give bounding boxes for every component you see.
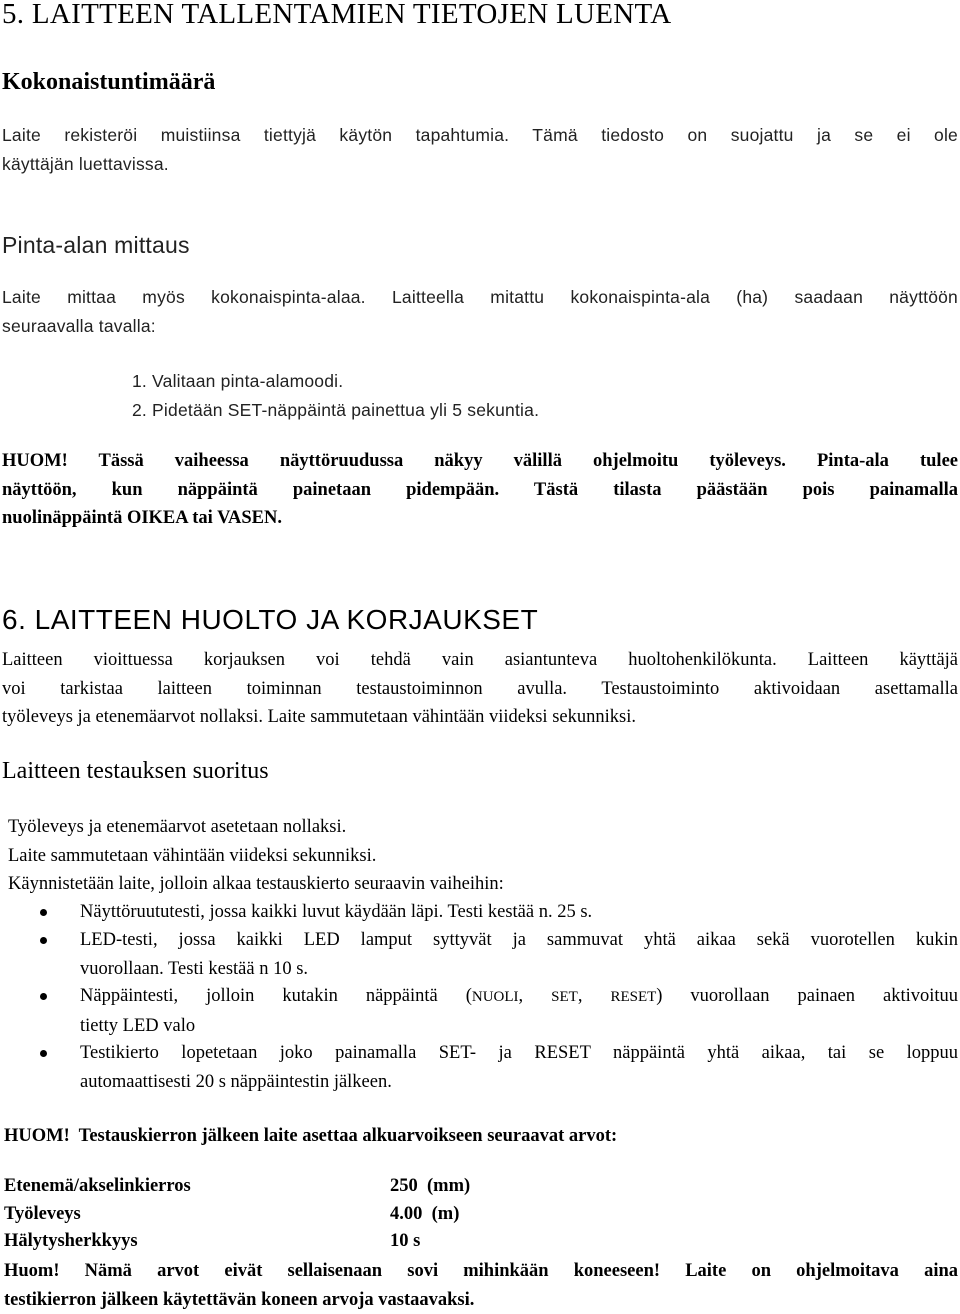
default-label: Työleveys	[4, 1204, 81, 1225]
key-name: SET	[551, 989, 578, 1005]
text-segment: ,	[519, 986, 552, 1006]
text-line: vuorollaan. Testi kestää n 10 s.	[80, 955, 958, 984]
text-line: Laite sammutetaan vähintään viideksi sekunniksi.	[8, 842, 958, 871]
test-heading: Laitteen testauksen suoritus	[2, 759, 960, 783]
total-hours-text	[2, 121, 958, 178]
text-line: automaattisesti 20 s näppäintestin jälkeen.	[80, 1068, 958, 1097]
maintenance-intro	[2, 646, 958, 732]
text-line: seuraavalla tavalla:	[2, 312, 958, 341]
list-item-text	[80, 926, 958, 983]
test-steps	[8, 813, 958, 899]
list-item-text	[80, 898, 958, 927]
text-line	[80, 982, 958, 1012]
default-value: 250 (mm)	[390, 1176, 470, 1197]
text-segment: ) vuorollaan painaen aktivoituu	[656, 986, 958, 1006]
text-line: testikierron jälkeen käytettävän koneen arvoja vastaavaksi.	[4, 1286, 958, 1314]
default-label: Hälytysherkkyys	[4, 1231, 138, 1252]
text-line: LED-testi, jossa kaikki LED lamput syttyvät ja sammuvat yhtä aikaa sekä vuorotellen kukin	[80, 926, 958, 955]
text-line: työleveys ja etenemäarvot nollaksi. Laite sammutetaan vähintään viideksi sekunniksi.	[2, 703, 958, 732]
text-line: Laite mittaa myös kokonaispinta-alaa. Laitteella mitattu kokonaispinta-ala (ha) saadaan näyttöön	[2, 283, 958, 312]
text-line: HUOM! Tässä vaiheessa näyttöruudussa näkyy välillä ohjelmoitu työleveys. Pinta-ala tulee	[2, 447, 958, 476]
area-note	[2, 447, 958, 533]
final-note	[4, 1257, 958, 1314]
text-segment: ,	[578, 986, 611, 1006]
text-line: Näyttöruututesti, jossa kaikki luvut käydään läpi. Testi kestää n. 25 s.	[80, 898, 958, 927]
text-line: Laite rekisteröi muistiinsa tiettyjä käytön tapahtumia. Tämä tiedosto on suojattu ja se ei ole	[2, 121, 958, 150]
text-line: nuolinäppäintä OIKEA tai VASEN.	[2, 504, 958, 533]
text-line: näyttöön, kun näppäintä painetaan pidempään. Tästä tilasta päästään pois painamalla	[2, 476, 958, 505]
total-hours-heading: Kokonaistuntimäärä	[2, 70, 960, 94]
area-heading: Pinta-alan mittaus	[2, 234, 960, 257]
defaults-heading: HUOM! Testauskierron jälkeen laite asettaa alkuarvoikseen seuraavat arvot:	[4, 1122, 960, 1151]
bullet-icon	[40, 1050, 47, 1057]
text-line: käyttäjän luettavissa.	[2, 150, 958, 179]
key-name: RESET	[610, 989, 656, 1005]
default-value: 4.00 (m)	[390, 1204, 459, 1225]
text-line: Käynnistetään laite, jolloin alkaa testauskierto seuraavin vaiheihin:	[8, 870, 958, 899]
area-text	[2, 283, 958, 340]
text-line: Huom! Nämä arvot eivät sellaisenaan sovi mihinkään koneeseen! Laite on ohjelmoitava aina	[4, 1257, 958, 1286]
area-steps	[132, 367, 960, 424]
bullet-icon	[40, 937, 47, 944]
key-name: NUOLI	[472, 989, 519, 1005]
text-line: Testikierto lopetetaan joko painamalla SET- ja RESET näppäintä yhtä aikaa, tai se loppuu	[80, 1039, 958, 1068]
step-item: 1. Valitaan pinta-alamoodi.	[132, 367, 960, 396]
text-line: voi tarkistaa laitteen toiminnan testaustoiminnon avulla. Testaustoiminto aktivoidaan asettamalla	[2, 675, 958, 704]
section-6-title: 6. LAITTEEN HUOLTO JA KORJAUKSET	[2, 606, 960, 634]
step-item: 2. Pidetään SET-näppäintä painettua yli 5 sekuntia.	[132, 396, 960, 425]
text-segment: Näppäintesti, jolloin kutakin näppäintä (	[80, 986, 472, 1006]
list-item-text	[80, 982, 958, 1040]
text-line: Laitteen vioittuessa korjauksen voi tehdä vain asiantunteva huoltohenkilökunta. Laitteen käyttäjä	[2, 646, 958, 675]
default-label: Etenemä/akselinkierros	[4, 1176, 191, 1197]
list-item-text	[80, 1039, 958, 1096]
bullet-icon	[40, 993, 47, 1000]
text-line: tietty LED valo	[80, 1012, 958, 1041]
bullet-icon	[40, 909, 47, 916]
section-5-title: 5. LAITTEEN TALLENTAMIEN TIETOJEN LUENTA	[2, 0, 960, 29]
default-value: 10 s	[390, 1231, 420, 1252]
text-line: Työleveys ja etenemäarvot asetetaan nollaksi.	[8, 813, 958, 842]
